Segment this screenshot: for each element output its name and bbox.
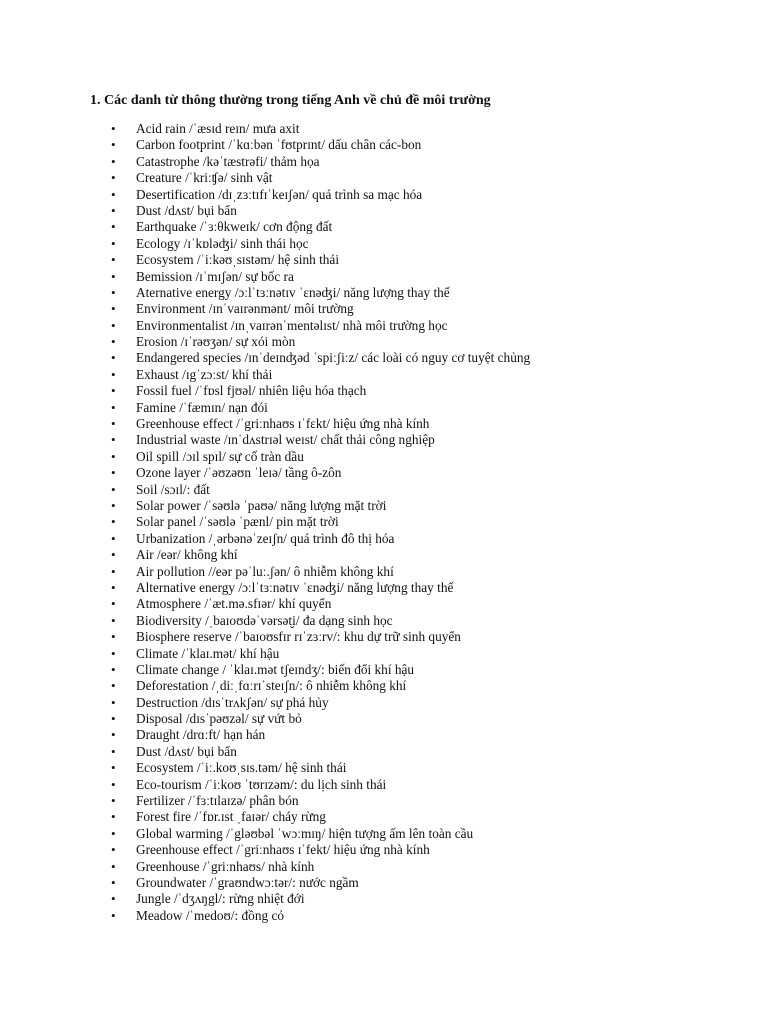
vocab-entry: Global warming /ˈgləʊbəl ˈwɔːmɪŋ/ hiện tượng ấm lên toàn cầu [136, 825, 474, 841]
list-item [0, 564, 768, 580]
bullet-icon: • [111, 842, 116, 858]
list-item [0, 760, 768, 776]
bullet-icon: • [111, 563, 116, 579]
bullet-icon: • [111, 727, 116, 743]
list-item [0, 891, 768, 907]
list-item [0, 678, 768, 694]
bullet-icon: • [111, 481, 116, 497]
vocab-entry: Deforestation /ˌdiːˌfɑːrɪˈsteɪʃn/: ô nhiễm không khí [136, 678, 407, 694]
vocab-entry: Famine /ˈfæmɪn/ nạn đói [136, 399, 268, 415]
vocab-entry: Acid rain /ˈæsɪd reɪn/ mưa axit [136, 121, 300, 136]
list-item [0, 711, 768, 727]
bullet-icon: • [111, 399, 116, 415]
vocab-entry: Erosion /ɪˈrəʊʒən/ sự xói mòn [136, 334, 296, 350]
vocab-entry: Earthquake /ˈɜːθkweɪk/ cơn động đất [136, 219, 333, 235]
vocab-entry: Endangered species /ɪnˈdeɪnʤəd ˈspiːʃiːz/ các loài có nguy cơ tuyệt chủng [136, 350, 531, 366]
vocab-entry: Greenhouse /ˈgriːnhaʊs/ nhà kính [136, 858, 315, 874]
vocab-entry: Dust /dʌst/ bụi bẩn [136, 743, 237, 759]
list-item [0, 236, 768, 252]
bullet-icon: • [111, 268, 116, 284]
bullet-icon: • [111, 170, 116, 186]
bullet-icon: • [111, 711, 116, 727]
vocab-entry: Atmosphere /ˈæt.mə.sfɪər/ khí quyển [136, 596, 332, 612]
vocab-entry: Groundwater /ˈgraʊndwɔːtər/: nước ngầm [136, 874, 359, 890]
bullet-icon: • [111, 383, 116, 399]
vocab-entry: Ozone layer /ˈəʊzəʊn ˈleɪə/ tầng ô-zôn [136, 465, 342, 481]
vocab-entry: Ecosystem /ˈiː.koʊˌsɪs.təm/ hệ sinh thái [136, 760, 347, 776]
list-item [0, 498, 768, 514]
vocab-entry: Alternative energy /ɔːlˈtɜːnətɪv ˈɛnəʤi/ năng lượng thay thế [136, 579, 454, 595]
vocab-entry: Air pollution //eər pəˈluː.ʃən/ ô nhiễm không khí [136, 563, 394, 579]
vocab-entry: Industrial waste /ɪnˈdʌstrɪəl weɪst/ chất thải công nghiệp [136, 432, 435, 448]
list-item [0, 367, 768, 383]
vocab-entry: Forest fire /ˈfɒr.ɪst ˌfaɪər/ cháy rừng [136, 809, 326, 825]
vocab-entry: Solar panel /ˈsəʊlə ˈpænl/ pin mặt trời [136, 514, 339, 530]
list-item [0, 170, 768, 186]
bullet-icon: • [111, 678, 116, 694]
bullet-icon: • [111, 809, 116, 825]
bullet-icon: • [111, 579, 116, 595]
bullet-icon: • [111, 350, 116, 366]
list-item [0, 793, 768, 809]
bullet-icon: • [111, 760, 116, 776]
list-item [0, 285, 768, 301]
list-item [0, 547, 768, 563]
list-item [0, 826, 768, 842]
list-item [0, 613, 768, 629]
bullet-icon: • [111, 858, 116, 874]
bullet-icon: • [111, 743, 116, 759]
vocab-entry: Catastrophe /kəˈtæstrəfi/ thảm họa [136, 153, 320, 169]
vocab-entry: Biodiversity /ˌbaɪoʊdəˈvərsət̬i/ đa dạng sinh học [136, 612, 393, 628]
bullet-icon: • [111, 301, 116, 317]
list-item [0, 203, 768, 219]
bullet-icon: • [111, 235, 116, 251]
bullet-icon: • [111, 202, 116, 218]
vocab-entry: Biosphere reserve /ˈbaɪoʊsfɪr rɪˈzɜːrv/: khu dự trữ sinh quyển [136, 629, 461, 645]
vocabulary-list [0, 121, 768, 924]
vocab-entry: Soil /sɔɪl/: đất [136, 481, 210, 497]
bullet-icon: • [111, 137, 116, 153]
vocab-entry: Disposal /dɪsˈpəʊzəl/ sự vứt bỏ [136, 711, 302, 727]
vocab-entry: Solar power /ˈsəʊlə ˈpaʊə/ năng lượng mặt trời [136, 497, 387, 513]
list-item [0, 334, 768, 350]
section-heading: 1. Các danh từ thông thường trong tiếng Anh về chủ đề môi trường [90, 93, 491, 108]
bullet-icon: • [111, 694, 116, 710]
vocab-entry: Carbon footprint /ˈkɑːbən ˈfʊtprɪnt/ dấu chân các-bon [136, 137, 422, 153]
vocab-entry: Climate change / ˈklaɪ.mət tʃeɪndʒ/: biến đổi khí hậu [136, 661, 415, 677]
bullet-icon: • [111, 219, 116, 235]
list-item [0, 809, 768, 825]
vocab-entry: Eco-tourism /ˈiːkoʊ ˈtʊrɪzəm/: du lịch sinh thái [136, 776, 387, 792]
list-item [0, 301, 768, 317]
bullet-icon: • [111, 793, 116, 809]
bullet-icon: • [111, 645, 116, 661]
list-item [0, 695, 768, 711]
bullet-icon: • [111, 416, 116, 432]
list-item [0, 514, 768, 530]
vocab-entry: Aternative energy /ɔːlˈtɜːnətɪv ˈɛnəʤi/ năng lượng thay thế [136, 284, 450, 300]
bullet-icon: • [111, 612, 116, 628]
vocab-entry: Urbanization /ˌərbənəˈzeɪʃn/ quá trình đô thị hóa [136, 530, 395, 546]
list-item [0, 252, 768, 268]
list-item [0, 744, 768, 760]
vocab-entry: Destruction /dɪsˈtrʌkʃən/ sự phá hủy [136, 694, 329, 710]
list-item [0, 137, 768, 153]
list-item [0, 580, 768, 596]
vocab-entry: Ecosystem /ˈiːkəʊˌsɪstəm/ hệ sinh thái [136, 252, 340, 268]
vocab-entry: Bemission /ɪˈmɪʃən/ sự bốc ra [136, 268, 294, 284]
vocab-entry: Environmentalist /ɪnˌvaɪrənˈmentəlɪst/ nhà môi trường học [136, 317, 448, 333]
vocab-entry: Oil spill /ɔɪl spɪl/ sự cố tràn dầu [136, 448, 304, 464]
vocab-entry: Exhaust /ɪgˈzɔːst/ khí thải [136, 366, 273, 382]
vocab-entry: Fossil fuel /ˈfɒsl fjʊəl/ nhiên liệu hóa thạch [136, 383, 367, 399]
bullet-icon: • [111, 907, 116, 923]
bullet-icon: • [111, 497, 116, 513]
bullet-icon: • [111, 547, 116, 563]
list-item [0, 219, 768, 235]
vocab-entry: Jungle /ˈdʒʌŋgl/: rừng nhiệt đới [136, 891, 305, 907]
bullet-icon: • [111, 366, 116, 382]
bullet-icon: • [111, 661, 116, 677]
list-item [0, 400, 768, 416]
bullet-icon: • [111, 891, 116, 907]
vocab-entry: Fertilizer /ˈfɜːtɪlaɪzə/ phân bón [136, 793, 299, 809]
vocab-entry: Meadow /ˈmedoʊ/: đồng cỏ [136, 907, 284, 923]
bullet-icon: • [111, 776, 116, 792]
list-item [0, 350, 768, 366]
bullet-icon: • [111, 629, 116, 645]
list-item [0, 531, 768, 547]
list-item [0, 875, 768, 891]
list-item [0, 416, 768, 432]
list-item [0, 269, 768, 285]
vocab-entry: Greenhouse effect /ˈgriːnhaʊs ɪˈfɛkt/ hiệu ứng nhà kính [136, 416, 430, 432]
list-item [0, 662, 768, 678]
list-item [0, 383, 768, 399]
list-item [0, 121, 768, 137]
bullet-icon: • [111, 153, 116, 169]
vocab-entry: Draught /drɑːft/ hạn hán [136, 727, 266, 743]
bullet-icon: • [111, 252, 116, 268]
list-item [0, 777, 768, 793]
bullet-icon: • [111, 432, 116, 448]
list-item [0, 908, 768, 924]
list-item [0, 154, 768, 170]
vocab-entry: Desertification /dɪˌzɜːtɪfɪˈkeɪʃən/ quá trình sa mạc hóa [136, 186, 423, 202]
bullet-icon: • [111, 121, 116, 136]
list-item [0, 596, 768, 612]
list-item [0, 187, 768, 203]
list-item [0, 842, 768, 858]
vocab-entry: Air /eər/ không khí [136, 547, 238, 563]
bullet-icon: • [111, 284, 116, 300]
list-item [0, 859, 768, 875]
list-item [0, 449, 768, 465]
bullet-icon: • [111, 874, 116, 890]
vocab-entry: Creature /ˈkriːʧə/ sinh vật [136, 170, 273, 186]
list-item [0, 432, 768, 448]
bullet-icon: • [111, 514, 116, 530]
bullet-icon: • [111, 825, 116, 841]
list-item [0, 727, 768, 743]
bullet-icon: • [111, 465, 116, 481]
vocab-entry: Dust /dʌst/ bụi bẩn [136, 202, 237, 218]
list-item [0, 646, 768, 662]
list-item [0, 629, 768, 645]
bullet-icon: • [111, 317, 116, 333]
list-item [0, 482, 768, 498]
bullet-icon: • [111, 596, 116, 612]
bullet-icon: • [111, 186, 116, 202]
vocab-entry: Environment /ɪnˈvaɪrənmənt/ môi trường [136, 301, 354, 317]
bullet-icon: • [111, 448, 116, 464]
vocab-entry: Climate /ˈklaɪ.mət/ khí hậu [136, 645, 280, 661]
vocab-entry: Ecology /ɪˈkɒləʤi/ sinh thái học [136, 235, 309, 251]
list-item [0, 465, 768, 481]
list-item [0, 318, 768, 334]
bullet-icon: • [111, 334, 116, 350]
vocab-entry: Greenhouse effect /ˈgriːnhaʊs ɪˈfekt/ hiệu ứng nhà kính [136, 842, 430, 858]
bullet-icon: • [111, 530, 116, 546]
